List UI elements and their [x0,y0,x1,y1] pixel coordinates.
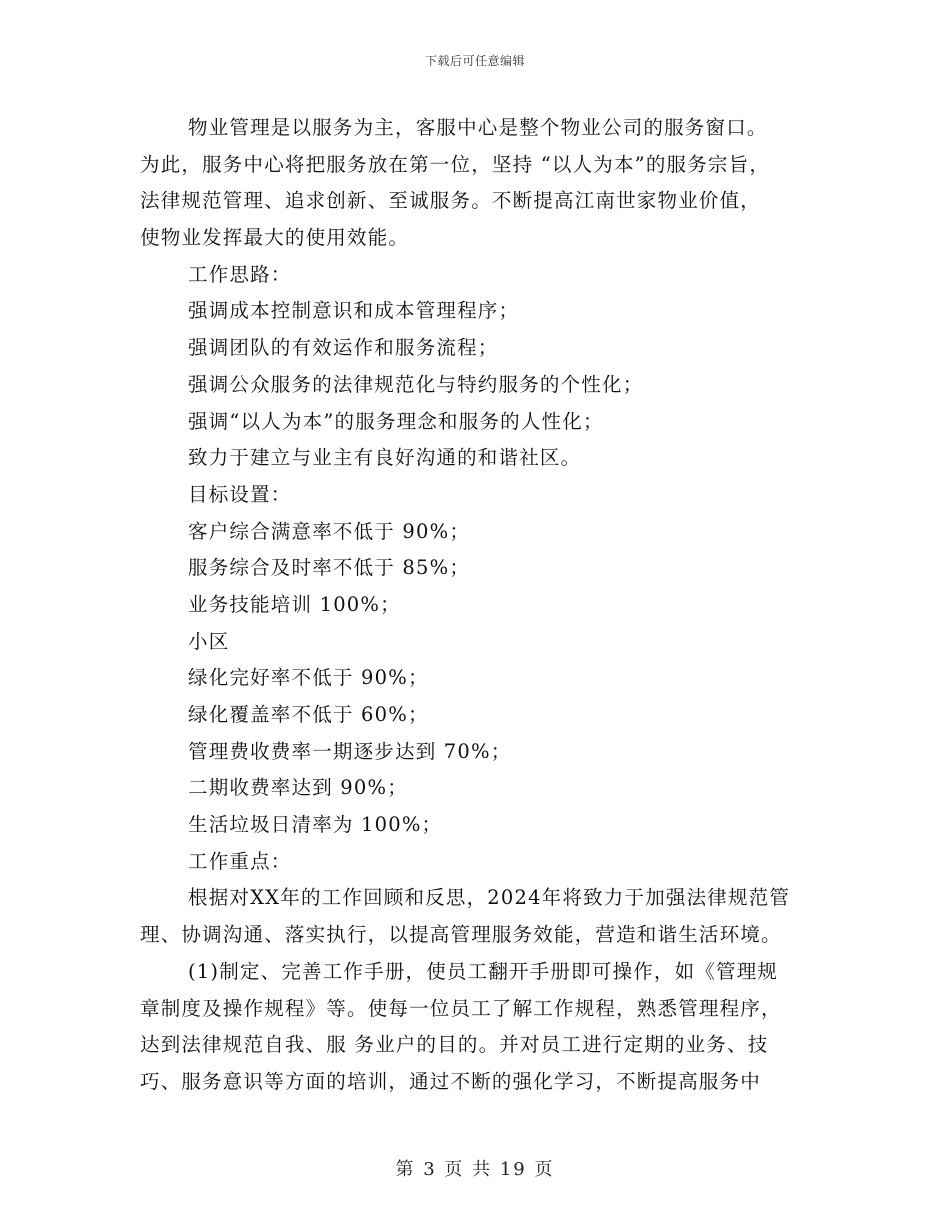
section-heading: 工作思路： [188,262,292,286]
list-item: 客户综合满意率不低于 90%； [188,519,471,543]
paragraph-line: 章制度及操作规程》等。使每一位员工了解工作规程，熟悉管理程序， [140,996,782,1020]
list-item: 致力于建立与业主有良好沟通的和谐社区。 [188,446,582,470]
list-item: 强调团队的有效运作和服务流程； [188,336,499,360]
page-number-footer: 第 3 页 共 19 页 [395,1159,555,1180]
paragraph-line: 达到法律规范自我、服 务业户的目的。并对员工进行定期的业务、技 [140,1033,769,1057]
paragraph-line: 使物业发挥最大的使用效能。 [140,226,410,250]
paragraph-line: 物业管理是以服务为主，客服中心是整个物业公司的服务窗口。 [188,116,768,139]
list-item: 小区 [188,629,230,653]
list-item: 服务综合及时率不低于 85%； [188,556,471,580]
list-item: 管理费收费率一期逐步达到 70%； [188,739,512,763]
paragraph-line: 为此，服务中心将把服务放在第一位，坚持 “以人为本”的服务宗旨， [140,152,771,176]
list-item: 业务技能培训 100%； [188,592,401,616]
list-item: 强调公众服务的法律规范化与特约服务的个性化； [188,372,644,396]
list-item: 绿化完好率不低于 90%； [188,666,429,690]
paragraph-line: (1)制定、完善工作手册，使员工翻开手册即可操作，如《管理规 [188,959,779,983]
paragraph-line: 根据对XX年的工作回顾和反思，2024年将致力于加强法律规范管 [188,886,791,910]
list-item: 二期收费率达到 90%； [188,776,408,800]
list-item: 绿化覆盖率不低于 60%； [188,703,429,726]
paragraph-line: 理、协调沟通、落实执行，以提高管理服务效能，营造和谐生活环境。 [140,923,782,947]
paragraph-line: 巧、服务意识等方面的培训，通过不断的强化学习，不断提高服务中 [140,1069,762,1093]
page-header: 下载后可任意编辑 [424,54,525,68]
paragraph-line: 法律规范管理、追求创新、至诚服务。不断提高江南世家物业价值， [140,189,762,213]
list-item: 强调“以人为本”的服务理念和服务的人性化； [188,409,604,433]
list-item: 生活垃圾日清率为 100%； [188,813,443,837]
list-item: 强调成本控制意识和成本管理程序； [188,299,520,323]
document-body [140,110,820,1101]
section-heading: 目标设置： [188,482,292,506]
section-heading: 工作重点： [188,849,292,873]
